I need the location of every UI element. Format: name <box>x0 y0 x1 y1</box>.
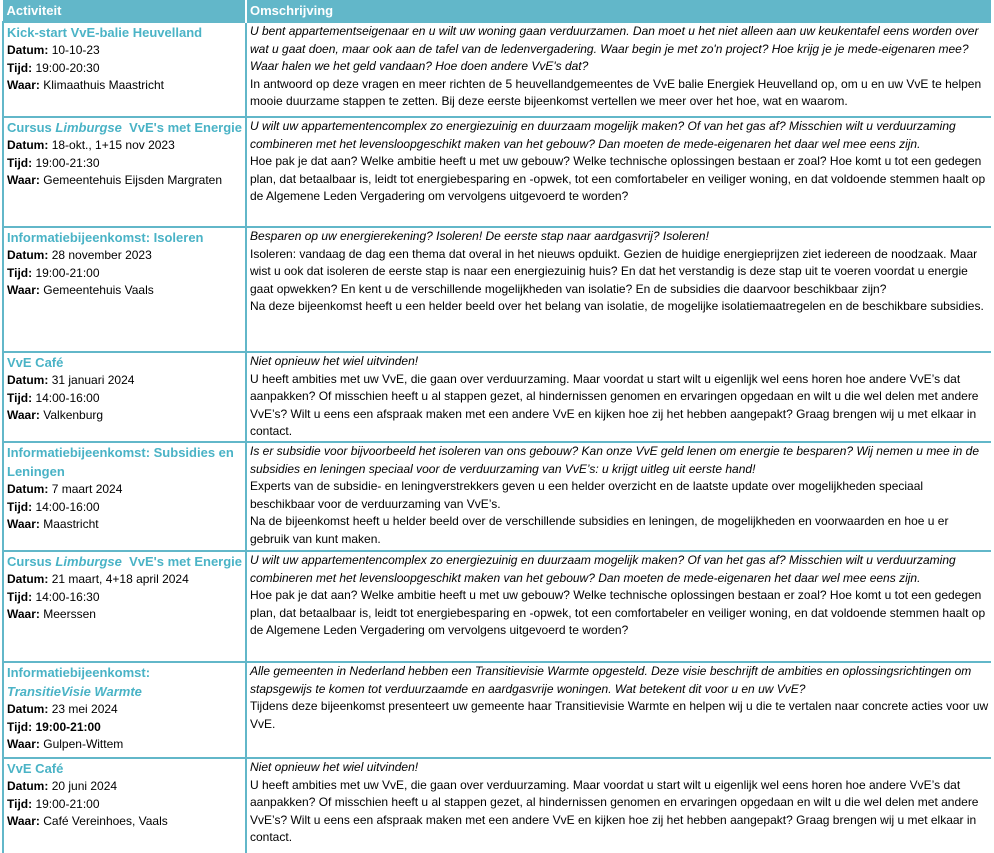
table-row <box>3 662 991 758</box>
activity-title-part: Limburgse <box>55 120 122 135</box>
description-paragraph: Hoe pak je dat aan? Welke ambitie heeft u met uw gebouw? Welke technische oplossingen bestaan er zoal? Hoe komt u tot een gedegen plan, dat betaalbaar is, leidt tot energiebesparing en -opwek, tot een comfortabeler en veiliger woning, en dat voldoende stemmen haalt op de Algemene Leden Vergadering om vervolgens uitgevoerd te worden? <box>250 588 986 638</box>
description-intro: U wilt uw appartementencomplex zo energiezuinig en duurzaam mogelijk maken? Of van het gas af? Misschien wilt u verduurzaming combineren met het levensloopgeschikt maken van het gebouw? Dan moeten de mede-eigenaren het daar wel mee eens zijn. <box>250 552 956 585</box>
time-value: 19:00-21:30 <box>35 155 100 170</box>
date-value: 21 maart, 4+18 april 2024 <box>51 571 189 586</box>
description-paragraph: Na deze bijeenkomst heeft u een helder beeld over het belang van isolatie, de mogelijke isolatiemaatregelen en de beschikbare subsidies. <box>250 299 984 314</box>
description-cell <box>246 22 991 117</box>
description-paragraph: Na de bijeenkomst heeft u helder beeld over de verschillende subsidies en leningen, de mogelijkheden en voorwaarden en hoe u er gebruik van kunt maken. <box>250 514 949 546</box>
place-label: Waar: <box>7 173 40 188</box>
activity-time-line <box>7 589 243 607</box>
table-body <box>3 22 991 853</box>
date-value: 10-10-23 <box>51 43 100 57</box>
place-label: Waar: <box>7 408 40 423</box>
description-paragraph: U heeft ambities met uw VvE, die gaan over verduurzaming. Maar voordat u start wilt u eigenlijk wel eens horen hoe andere VvE’s dat aanpakken? Of misschien heeft u al stappen gezet, al hindernissen genomen en ervaringen opgedaan en wilt u die wel delen met andere VvE’s? Wilt u eens een afspraak maken met een andere VvE en kijken hoe zij het hebben aangepakt? Graag brengen wij u met elkaar in contact. <box>250 777 979 845</box>
time-value: 14:00-16:00 <box>35 499 100 514</box>
table-row <box>3 551 991 662</box>
activity-time-line <box>7 796 243 814</box>
time-value: 19:00-21:00 <box>35 265 100 280</box>
description-intro: Besparen op uw energierekening? Isoleren! De eerste stap naar aardgasvrij? Isoleren! <box>250 229 709 243</box>
activity-title: VvE Café <box>7 355 64 370</box>
place-value: Gemeentehuis Vaals <box>43 283 154 298</box>
activity-title: Informatiebijeenkomst: <box>7 664 151 680</box>
time-value: 14:00-16:00 <box>35 390 100 405</box>
activity-title: Informatiebijeenkomst: Isoleren <box>7 230 204 245</box>
date-value: 20 juni 2024 <box>51 778 118 793</box>
place-label: Waar: <box>7 78 40 93</box>
activity-title-part: Cursus <box>7 553 56 569</box>
activity-place-line <box>7 77 243 95</box>
date-label: Datum: <box>7 43 49 57</box>
place-value: Valkenburg <box>43 408 104 423</box>
time-label: Tijd: <box>7 155 33 170</box>
activity-subtitle: TransitieVisie Warmte <box>7 683 142 699</box>
date-label: Datum: <box>7 248 49 262</box>
activity-title <box>7 118 243 137</box>
time-value: 19:00-20:30 <box>35 60 100 75</box>
activity-place-line <box>7 736 243 754</box>
description-paragraph: Experts van de subsidie- en leningverstrekkers geven u een helder overzicht en de laatste update over mogelijkheden speciaal beschikbaar voor de verduurzaming van VvE’s. <box>250 479 924 511</box>
description-cell <box>246 117 991 227</box>
date-label: Datum: <box>7 373 49 387</box>
place-label: Waar: <box>7 517 40 532</box>
agenda-document <box>2 0 991 853</box>
activity-time-line <box>7 265 243 283</box>
activity-date-line <box>7 701 243 719</box>
date-value: 18-okt., 1+15 nov 2023 <box>51 138 175 152</box>
activity-time-line <box>7 499 243 517</box>
place-value: Café Vereinhoes, Vaals <box>43 814 168 829</box>
activity-cell <box>3 442 246 551</box>
description-cell <box>246 227 991 352</box>
activity-date-line <box>7 372 243 390</box>
activity-date-line <box>7 571 243 589</box>
table-row <box>3 22 991 117</box>
activity-title <box>7 552 243 571</box>
description-paragraph: Tijdens deze bijeenkomst presenteert uw gemeente haar Transitievisie Warmte en helpen wij u die te vertalen naar concrete acties voor uw VvE. <box>250 699 989 731</box>
table-row <box>3 117 991 227</box>
place-label: Waar: <box>7 737 40 752</box>
activity-title-part: VvE's met Energie <box>121 553 243 569</box>
time-label: Tijd: <box>7 499 33 514</box>
activity-time-line <box>7 60 243 78</box>
time-label: Tijd: <box>7 589 33 604</box>
date-label: Datum: <box>7 778 49 793</box>
time-label: Tijd: <box>7 60 33 75</box>
activity-title: VvE Café <box>7 760 64 776</box>
description-paragraph: In antwoord op deze vragen en meer richten de 5 heuvellandgemeentes de VvE balie Energiek Heuvelland op, om u en uw VvE te helpen mooie duurzame stappen te zetten. Bij deze eerste bijeenkomst vertellen we meer over het hoe, wat en waarom. <box>250 76 982 109</box>
description-intro: U bent appartementseigenaar en u wilt uw woning gaan verduurzamen. Dan moet u het niet alleen aan uw keukentafel eens worden over wat u gaat doen, maar ook aan de tafel van de ledenvergadering. Waar begin je met zo'n project? Hoe krijg je je mede-eigenaren mee? Waar halen we het geld vandaan? Hoe doen andere VvE's dat? <box>250 24 979 74</box>
activity-cell <box>3 227 246 352</box>
description-intro: U wilt uw appartementencomplex zo energiezuinig en duurzaam mogelijk maken? Of van het gas af? Misschien wilt u verduurzaming combineren met het levensloopgeschikt maken van het gebouw? Dan moeten de mede-eigenaren het daar wel mee eens zijn. <box>250 119 956 151</box>
date-value: 31 januari 2024 <box>51 373 135 387</box>
description-cell <box>246 352 991 442</box>
description-intro: Is er subsidie voor bijvoorbeeld het isoleren van ons gebouw? Kan onze VvE geld lenen om energie te besparen? Wij nemen u mee in de subsidies en leningen speciaal voor de verduurzaming van VvE’s: u krijgt uitleg uit eerste hand! <box>250 443 980 476</box>
activity-cell <box>3 22 246 117</box>
place-value: Meerssen <box>43 607 96 622</box>
date-label: Datum: <box>7 138 49 152</box>
place-value: Gemeentehuis Eijsden Margraten <box>43 173 223 188</box>
description-paragraph: U heeft ambities met uw VvE, die gaan over verduurzaming. Maar voordat u start wilt u eigenlijk wel eens horen hoe andere VvE’s dat aanpakken? Of misschien heeft u al stappen gezet, al hindernissen genomen en ervaringen opgedaan en wilt u die wel delen met andere VvE’s? Wilt u eens een afspraak maken met een andere VvE en kijken hoe zij het hebben aangepakt? Graag brengen wij u met elkaar in contact. <box>250 371 979 439</box>
activity-title-part: Cursus <box>7 120 56 135</box>
activity-date-line <box>7 42 243 60</box>
table-row <box>3 442 991 551</box>
place-label: Waar: <box>7 814 40 829</box>
description-intro: Niet opnieuw het wiel uitvinden! <box>250 759 419 774</box>
header-description: Omschrijving <box>246 1 991 23</box>
activity-place-line <box>7 516 243 534</box>
activity-title-part: VvE's met Energie <box>121 120 243 135</box>
description-paragraph: Isoleren: vandaag de dag een thema dat overal in het nieuws opduikt. Gezien de huidige energieprijzen ziet iedereen de noodzaak. Maar wist u ook dat isoleren de eerste stap is naar een energiezuinig huis? En dat het verstandig is deze stap uit te voeren voordat u energie gaat opwekken? En kent u de verschillende mogelijkheden van isolatie? En de subsidies die daarvoor beschikbaar zijn? <box>250 246 978 296</box>
activity-time-line <box>7 719 243 737</box>
date-value: 28 november 2023 <box>51 248 152 262</box>
time-label: Tijd: <box>7 796 33 811</box>
activity-cell <box>3 662 246 758</box>
activity-place-line <box>7 813 243 831</box>
activity-place-line <box>7 606 243 624</box>
place-value: Klimaathuis Maastricht <box>43 78 164 93</box>
description-cell <box>246 442 991 551</box>
activity-title-part: Limburgse <box>55 553 122 569</box>
activity-cell <box>3 117 246 227</box>
activity-date-line <box>7 481 243 499</box>
activity-place-line <box>7 282 243 300</box>
activity-place-line <box>7 172 243 190</box>
date-value: 7 maart 2024 <box>51 481 123 496</box>
activity-title: Informatiebijeenkomst: Subsidies en Leningen <box>7 444 234 479</box>
activity-place-line <box>7 407 243 425</box>
activity-cell <box>3 352 246 442</box>
time-value: 19:00-21:00 <box>35 719 101 734</box>
place-label: Waar: <box>7 283 40 298</box>
description-intro: Alle gemeenten in Nederland hebben een Transitievisie Warmte opgesteld. Deze visie beschrijft de ambities en oplossingsrichtingen om stapsgewijs te komen tot verduurzaamde en aardgasvrije woningen. Wat betekent dit voor u en uw VvE? <box>250 663 972 696</box>
activity-date-line <box>7 778 243 796</box>
description-cell <box>246 551 991 662</box>
date-label: Datum: <box>7 701 49 716</box>
place-value: Gulpen-Wittem <box>43 737 124 752</box>
description-cell <box>246 662 991 758</box>
description-intro: Niet opnieuw het wiel uitvinden! <box>250 354 419 368</box>
time-label: Tijd: <box>7 390 33 405</box>
table-row <box>3 227 991 352</box>
activities-table <box>2 0 991 853</box>
activity-title: Kick-start VvE-balie Heuvelland <box>7 25 203 40</box>
description-paragraph: Hoe pak je dat aan? Welke ambitie heeft u met uw gebouw? Welke technische oplossingen bestaan er zoal? Hoe komt u tot een gedegen plan, dat betaalbaar is, leidt tot energiebesparing en -opwek, tot een comfortabeler en veiliger woning, en dat voldoende stemmen haalt op de Algemene Leden Vergadering om vervolgens uitgevoerd te worden? <box>250 154 986 204</box>
description-cell <box>246 758 991 853</box>
table-row <box>3 352 991 442</box>
place-label: Waar: <box>7 607 40 622</box>
activity-date-line <box>7 247 243 265</box>
table-row <box>3 758 991 853</box>
table-header-row <box>3 1 991 23</box>
time-value: 14:00-16:30 <box>35 589 100 604</box>
date-label: Datum: <box>7 481 49 496</box>
time-value: 19:00-21:00 <box>35 796 100 811</box>
activity-time-line <box>7 390 243 408</box>
activity-cell <box>3 758 246 853</box>
activity-date-line <box>7 137 243 155</box>
header-activity: Activiteit <box>3 1 246 23</box>
time-label: Tijd: <box>7 265 33 280</box>
activity-cell <box>3 551 246 662</box>
time-label: Tijd: <box>7 719 33 734</box>
date-value: 23 mei 2024 <box>51 701 118 716</box>
activity-time-line <box>7 155 243 173</box>
date-label: Datum: <box>7 571 49 586</box>
place-value: Maastricht <box>43 517 99 532</box>
